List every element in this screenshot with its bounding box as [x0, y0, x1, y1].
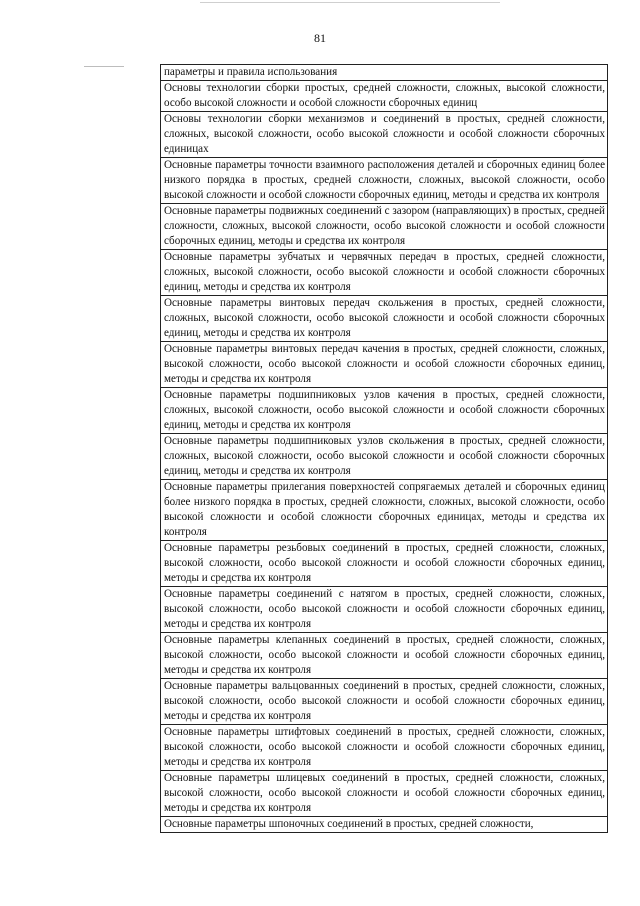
table-row: Основные параметры винтовых передач качения в простых, средней сложности, сложных, высокой сложности, особо высокой сложности и особой сложности сборочных единиц, методы и средства их контроля	[161, 342, 607, 388]
table-row: Основные параметры вальцованных соединений в простых, средней сложности, сложных, высокой сложности, особо высокой сложности и особой сложности сборочных единиц, методы и средства их контроля	[161, 679, 607, 725]
table-row: Основные параметры шпоночных соединений в простых, средней сложности,	[161, 817, 607, 833]
table-row: Основные параметры подвижных соединений с зазором (направляющих) в простых, средней сложности, сложных, высокой сложности, особо высокой сложности и особой сложности сборочных единиц, методы и средства их контроля	[161, 204, 607, 250]
table-row: Основные параметры прилегания поверхностей сопрягаемых деталей и сборочных единиц более низкого порядка в простых, средней сложности, сложных, высокой сложности, особо высокой сложности и особой сложности сборочных единицах, методы и средства их контроля	[161, 480, 607, 541]
table-row: Основы технологии сборки механизмов и соединений в простых, средней сложности, сложных, высокой сложности, особо высокой сложности и особой сложности сборочных единицах	[161, 112, 607, 158]
table-row: Основные параметры винтовых передач скольжения в простых, средней сложности, сложных, высокой сложности, особо высокой сложности и особой сложности сборочных единиц, методы и средства их контроля	[161, 296, 607, 342]
knowledge-table	[160, 64, 608, 833]
table-row: Основные параметры точности взаимного расположения деталей и сборочных единиц более низкого порядка в простых, средней сложности, сложных, высокой сложности, особо высокой сложности и особой сложности сборочных единиц, методы и средства их контроля	[161, 158, 607, 204]
table-row: Основные параметры соединений с натягом в простых, средней сложности, сложных, высокой сложности, особо высокой сложности и особой сложности сборочных единиц, методы и средства их контроля	[161, 587, 607, 633]
table-row: Основные параметры резьбовых соединений в простых, средней сложности, сложных, высокой сложности, особо высокой сложности и особой сложности сборочных единиц, методы и средства их контроля	[161, 541, 607, 587]
table-row: Основные параметры штифтовых соединений в простых, средней сложности, сложных, высокой сложности, особо высокой сложности и особой сложности сборочных единиц, методы и средства их контроля	[161, 725, 607, 771]
table-row: Основные параметры клепанных соединений в простых, средней сложности, сложных, высокой сложности, особо высокой сложности и особой сложности сборочных единиц, методы и средства их контроля	[161, 633, 607, 679]
table-row: Основные параметры подшипниковых узлов качения в простых, средней сложности, сложных, высокой сложности, особо высокой сложности и особой сложности сборочных единиц, методы и средства их контроля	[161, 388, 607, 434]
scan-edge-line	[200, 2, 500, 3]
table-row: Основные параметры подшипниковых узлов скольжения в простых, средней сложности, сложных, высокой сложности, особо высокой сложности и особой сложности сборочных единиц, методы и средства их контроля	[161, 434, 607, 480]
page-number: 81	[314, 31, 326, 45]
left-column-residue	[84, 66, 146, 67]
table-row: Основы технологии сборки простых, средней сложности, сложных, высокой сложности, особо высокой сложности и особой сложности сборочных единиц	[161, 81, 607, 112]
table-row: Основные параметры шлицевых соединений в простых, средней сложности, сложных, высокой сложности, особо высокой сложности и особой сложности сборочных единиц, методы и средства их контроля	[161, 771, 607, 817]
table-row: Основные параметры зубчатых и червячных передач в простых, средней сложности, сложных, высокой сложности, особо высокой сложности и особой сложности сборочных единиц, методы и средства их контроля	[161, 250, 607, 296]
table-row: параметры и правила использования	[161, 65, 607, 81]
